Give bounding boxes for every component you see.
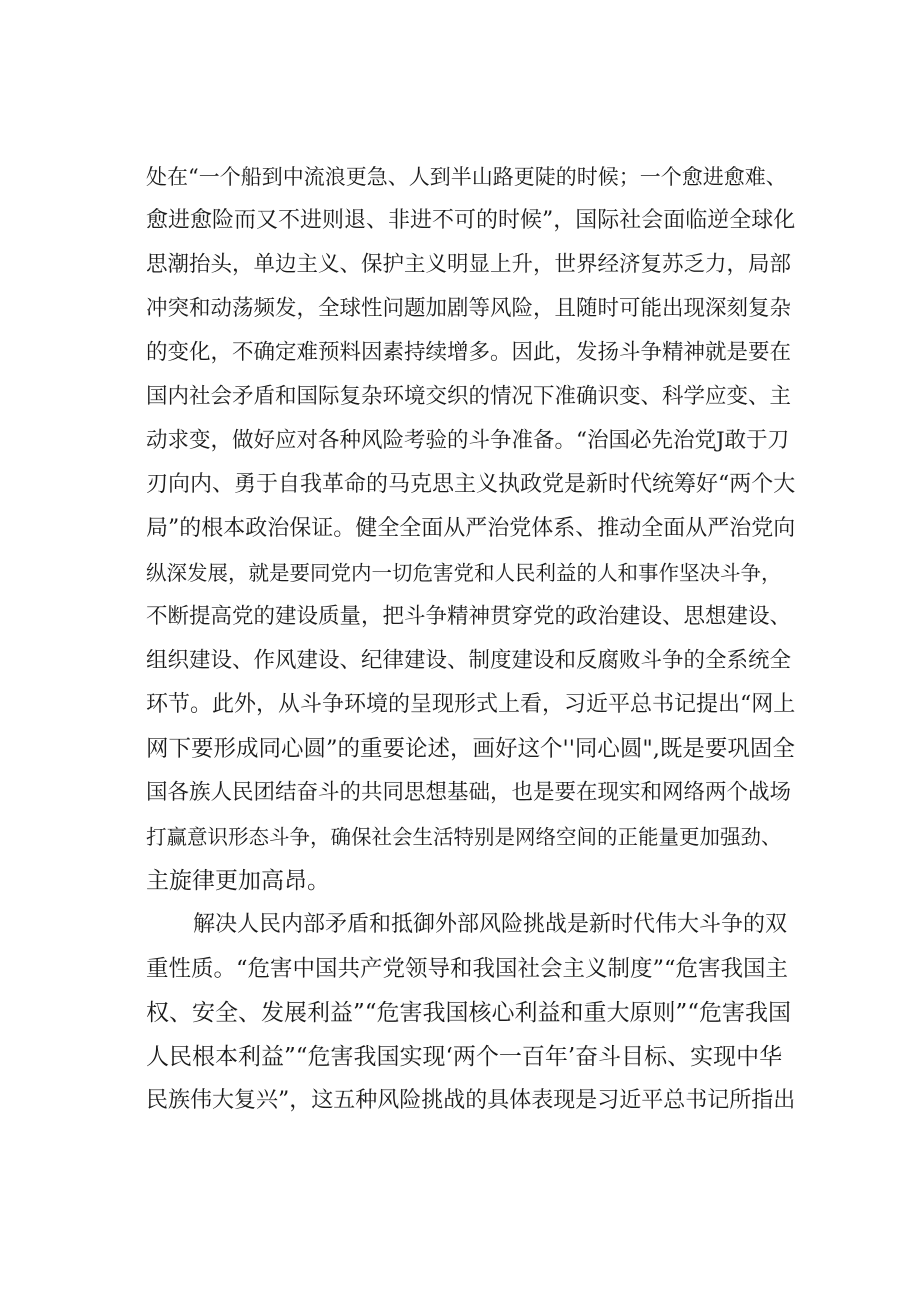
text-line: 冲突和动荡频发，全球性问题加剧等风险，且随时可能出现深刻复杂 [146, 296, 792, 321]
text-line: 局”的根本政治保证。健全全面从严治党体系、推动全面从严治党向 [146, 516, 796, 541]
text-line: 打赢意识形态斗争，确保社会生活特别是网络空间的正能量更加强劲、 [146, 825, 782, 849]
text-line: 的变化，不确定难预料因素持续增多。因此，发扬斗争精神就是要在 [146, 340, 792, 365]
text-line-indented: 解决人民内部矛盾和抵御外部风险挑战是新时代伟大斗争的双 [193, 912, 788, 937]
text-line: 国各族人民团结奋斗的共同思想基础，也是要在现实和网络两个战场 [146, 780, 792, 805]
text-line: 重性质。“危害中国共产党领导和我国社会主义制度”“危害我国主 [146, 956, 789, 982]
text-line: 动求变，做好应对各种风险考验的斗争准备。“治国必先治党J敢于刀 [146, 428, 790, 453]
text-line: 网下要形成同心圆”的重要论述，画好这个''同心圆",既是要巩固全 [146, 736, 795, 762]
text-line: 不断提高党的建设质量，把斗争精神贯穿党的政治建设、思想建设、 [146, 604, 792, 629]
text-line: 刃向内、勇于自我革命的马克思主义执政党是新时代统筹好“两个大 [146, 472, 796, 497]
text-line: 环节。此外，从斗争环境的呈现形式上看，习近平总书记提出“网上 [146, 692, 796, 717]
text-line: 权、安全、发展利益”“危害我国核心利益和重大原则”“危害我国 [146, 1000, 792, 1026]
text-line: 处在“一个船到中流浪更急、人到半山路更陡的时候；一个愈进愈难、 [146, 165, 787, 189]
text-line: 愈进愈险而又不进则退、非进不可的时候”，国际社会面临逆全球化 [146, 208, 796, 233]
text-line: 组织建设、作风建设、纪律建设、制度建设和反腐败斗争的全系统全 [146, 648, 792, 673]
text-line: 思潮抬头，单边主义、保护主义明显上升，世界经济复苏乏力，局部 [146, 252, 792, 277]
text-line: 人民根本利益”“危害我国实现‘两个一百年’奋斗目标、实现中华 [146, 1044, 783, 1070]
text-line: 主旋律更加高昂。 [146, 868, 330, 894]
text-line: 纵深发展，就是要同党内一切危害党和人民利益的人和事作坚决斗争， [146, 561, 782, 585]
text-line: 民族伟大复兴”，这五种风险挑战的具体表现是习近平总书记所指出 [146, 1088, 796, 1113]
text-line: 国内社会矛盾和国际复杂环境交织的情况下准确识变、科学应变、主 [146, 384, 792, 409]
